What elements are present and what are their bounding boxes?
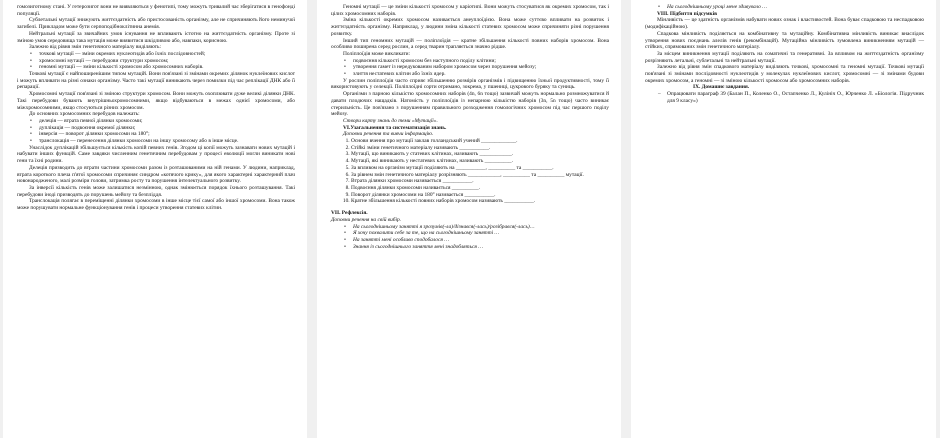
list-item: • делеція — втрата певної ділянки хромосоми;	[39, 118, 295, 125]
paragraph: Унаслідок дуплікацій збільшується кількість копій певних генів. Згодом ці копії можуть зазнавати нових мутацій і набувати інших функцій. Саме завдяки численним генетичним перебудовам у процесі еволюції могли виникати нові гени та їхні родини.	[17, 144, 295, 165]
paragraph: Поліплоїдія може викликати:	[343, 50, 411, 57]
exercise-intro: Доповни речення на свій вибір.	[331, 216, 402, 223]
fill-in-list	[331, 138, 609, 205]
paragraph: Зміна кількості окремих хромосом називається анеуплоїдією. Вона може суттєво впливати на розвиток і життєздатність організму. Наприклад, у людини зміна кількості статевих хромосом може спричиняти різні порушення розвитку.	[331, 17, 609, 37]
paragraph: Залежно від рівня змін генетичного матеріалу виділяють:	[29, 44, 161, 51]
list-item: 7. Втрата ділянки хромосоми називається ___________.	[351, 178, 609, 185]
list-item: • геномні мутації — зміни кількості хромосом або хромосомних наборів.	[39, 64, 295, 71]
task-text: Створи карту знань до теми «Мутації».	[343, 117, 438, 124]
page-1	[3, 0, 307, 438]
paragraph: Спадкова мінливість поділяється на комбінативну та мутаційну. Комбінативна мінливість виникає внаслідок утворення нових поєднань алелів генів (рекомбінацій). Мутаційна мінливість зумовлена виникненням мутацій — стійких, спрямованих змін генетичного матеріалу.	[645, 30, 924, 51]
list-item: • На сьогоднішньому уроці мене здивувало …	[667, 4, 924, 11]
bullet-list	[331, 58, 609, 78]
list-item: 4. Мутації, які виникають у нестатевих клітинах, називають __________.	[351, 158, 609, 165]
list-item: 10. Кратне збільшення кількості повних наборів хромосом називають ___________.	[351, 198, 609, 205]
list-item: • На сьогоднішньому занятті я зрозумів(-ла)/дізнався(-лась)/розібрався(-лась)…	[353, 224, 609, 231]
list-item: 1. Основи вчення про мутації заклав голландський учений _____________.	[351, 138, 609, 145]
list-item: • Я хочу похвалити себе за те, що на сьогоднішньому занятті …	[353, 230, 609, 237]
homework-list	[645, 91, 924, 104]
bullet-list	[17, 118, 295, 145]
paragraph: Сублетальні мутації знижують життєздатність або пристосованість організму, але не спричиняють його неминучої загибелі. Прикладом може бути серпоподібноклітинна анемія.	[17, 17, 295, 31]
section-heading: VIII. Підбиття підсумків	[657, 10, 718, 17]
paragraph: Інший тип геномних мутацій — поліплоїдія — кратне збільшення кількості повних наборів хромосом. Вона особливо поширена серед рослин, а серед тварин трапляється значно рідше.	[331, 37, 609, 51]
paragraph: Організми з парною кількістю хромосомних наборів (4n, 6n тощо) зазвичай можуть нормально розмножуватися й давати плодючих нащадків. Натомість у поліплоїдів із непарною кількістю наборів (3n, 5n тощо) часто виникає стерильність. Це пов'язано з порушенням правильного розходження гомологічних хромосом під час першого поділу мейозу.	[331, 91, 609, 118]
list-item: 5. За впливом на організм мутації поділяють на ___________, __________ та ___________.	[351, 165, 609, 172]
paragraph: Хромосомні мутації пов'язані зі зміною структури хромосом. Вони можуть охоплювати дуже великі ділянки ДНК. Такі перебудови бувають внутрішньохромосомними, якщо відбуваються в межах однієї хромосоми, або міжхромосомними, якщо стосуються різних хромосом.	[17, 91, 295, 111]
paragraph: Залежно від рівня змін спадкового матеріалу виділяють точкові, хромосомні та геномні мутації. Точкові мутації пов'язані зі змінами послідовності нуклеотидів у молекулах нуклеїнових кислот, хромосомні — зі змінами будови окремих хромосом, а геномні — зі зміною кількості хромосом або хромосомних наборів.	[645, 64, 924, 84]
page-3	[631, 0, 936, 438]
list-item: 9. Поворот ділянки хромосоми на 180° називається ___________.	[351, 192, 609, 199]
list-item: • подвоєння кількості хромосом без наступного поділу клітини;	[353, 58, 609, 65]
paragraph: Транслокація полягає в переміщенні ділянки хромосоми в інше місце тієї самої або іншої хромосоми. Вона також може порушувати нормальне функціонування генів і процеси утворення статевих клітин.	[17, 198, 295, 212]
list-item: • утворення гамет із нередукованим набором хромосом через порушення мейозу;	[353, 64, 609, 71]
paragraph: Делеція призводить до втрати частини хромосоми разом із розташованими на ній генами. У людини, наприклад, втрата короткого плеча п'ятої хромосоми спричиняє синдром «котячого крику», для якого характерні характерний плач новонародженого, малі розміри голови, затримка росту та порушення інтелектуального розвитку.	[17, 164, 295, 185]
list-item: 6. За рівнем змін генетичного матеріалу розрізняють ____________, __________ та __________ мутації.	[351, 172, 609, 179]
list-item: • точкові мутації — зміни окремих нуклеотидів або їхніх послідовностей;	[39, 51, 295, 58]
paragraph: Мінливість — це здатність організмів набувати нових ознак і властивостей. Вона буває спадковою та неспадковою (модифікаційною).	[645, 17, 924, 31]
bullet-list	[331, 224, 609, 251]
bullet-list	[17, 51, 295, 71]
list-item: • хромосомні мутації — перебудови структури хромосом;	[39, 58, 295, 65]
list-item: • Знання із сьогоднішнього заняття мені знадобляться …	[353, 244, 609, 251]
section-heading: VII. Рефлексія.	[331, 210, 368, 217]
bullet-list	[645, 4, 924, 11]
section-heading: VI.Узагальнення та систематизація знань.	[343, 124, 447, 131]
page-2	[317, 0, 621, 438]
paragraph: гомозиготному стані. У гетерозигот вони не виявляються у фенотипі, тому можуть тривалий час зберігатися в генофонді популяції.	[17, 4, 295, 17]
paragraph: У рослин поліплоїдія часто сприяє збільшенню розмірів організмів і підвищенню їхньої продуктивності, тому її використовують у селекції. Поліплоїдні сорти отримано, зокрема, у пшениці, цукрового буряку та суниць.	[331, 77, 609, 91]
list-item: – Опрацювати параграф 39 (Балан П., Коленко О., Остапченко Л., Кулініч О., Юрченко Л. «Біологія. Підручник для 9 класу»)	[667, 91, 924, 104]
list-item: 2. Стійкі зміни генетичного матеріалу називають ___________.	[351, 145, 609, 152]
paragraph: Геномні мутації — це зміни кількості хромосом у каріотипі. Вони можуть стосуватися як окремих хромосом, так і цілих хромосомних наборів.	[331, 4, 609, 17]
list-item: • злиття нестатевих клітин або їхніх ядер.	[353, 71, 609, 78]
paragraph: Точкові мутації є найпоширенішим типом мутацій. Вони пов'язані зі змінами окремих ділянок нуклеїнових кислот і можуть впливати на різні ознаки організму. Часто такі мутації виникають через помилки під час реплікації ДНК або її репарації.	[17, 71, 295, 91]
list-item: • дуплікація — подвоєння окремої ділянки;	[39, 125, 295, 132]
section-heading: IX. Домашнє завдання.	[693, 84, 750, 91]
list-item: • інверсія — поворот ділянки хромосоми на 180°;	[39, 131, 295, 138]
list-item: 3. Мутації, що виникають у статевих клітинах, називають ____________.	[351, 151, 609, 158]
list-item: 8. Подвоєння ділянки хромосоми називається __________.	[351, 185, 609, 192]
paragraph: Нейтральні мутації за звичайних умов існування не впливають істотно на життєздатність організму. Проте зі зміною умов середовища така мутація може виявитися шкідливою або, навпаки, корисною.	[17, 30, 295, 44]
paragraph: За інверсії кількість генів може залишатися незмінною, однак змінюється порядок їхнього розташування. Такі перебудови іноді призводять до порушень мейозу та безпліддя.	[17, 184, 295, 198]
exercise-intro: Доповни речення та вивчи інформацію.	[343, 131, 434, 138]
list-item: • транслокація — перенесення ділянки хромосоми на іншу хромосому або в інше місце.	[39, 138, 295, 145]
paragraph: До основних хромосомних перебудов належать:	[29, 111, 140, 118]
list-item: • На занятті мені особливо сподобалося …	[353, 237, 609, 244]
paragraph: За місцем виникнення мутації поділяють на соматичні та генеративні. За впливом на життєздатність організму розрізняють летальні, сублетальні та нейтральні мутації.	[645, 50, 924, 64]
